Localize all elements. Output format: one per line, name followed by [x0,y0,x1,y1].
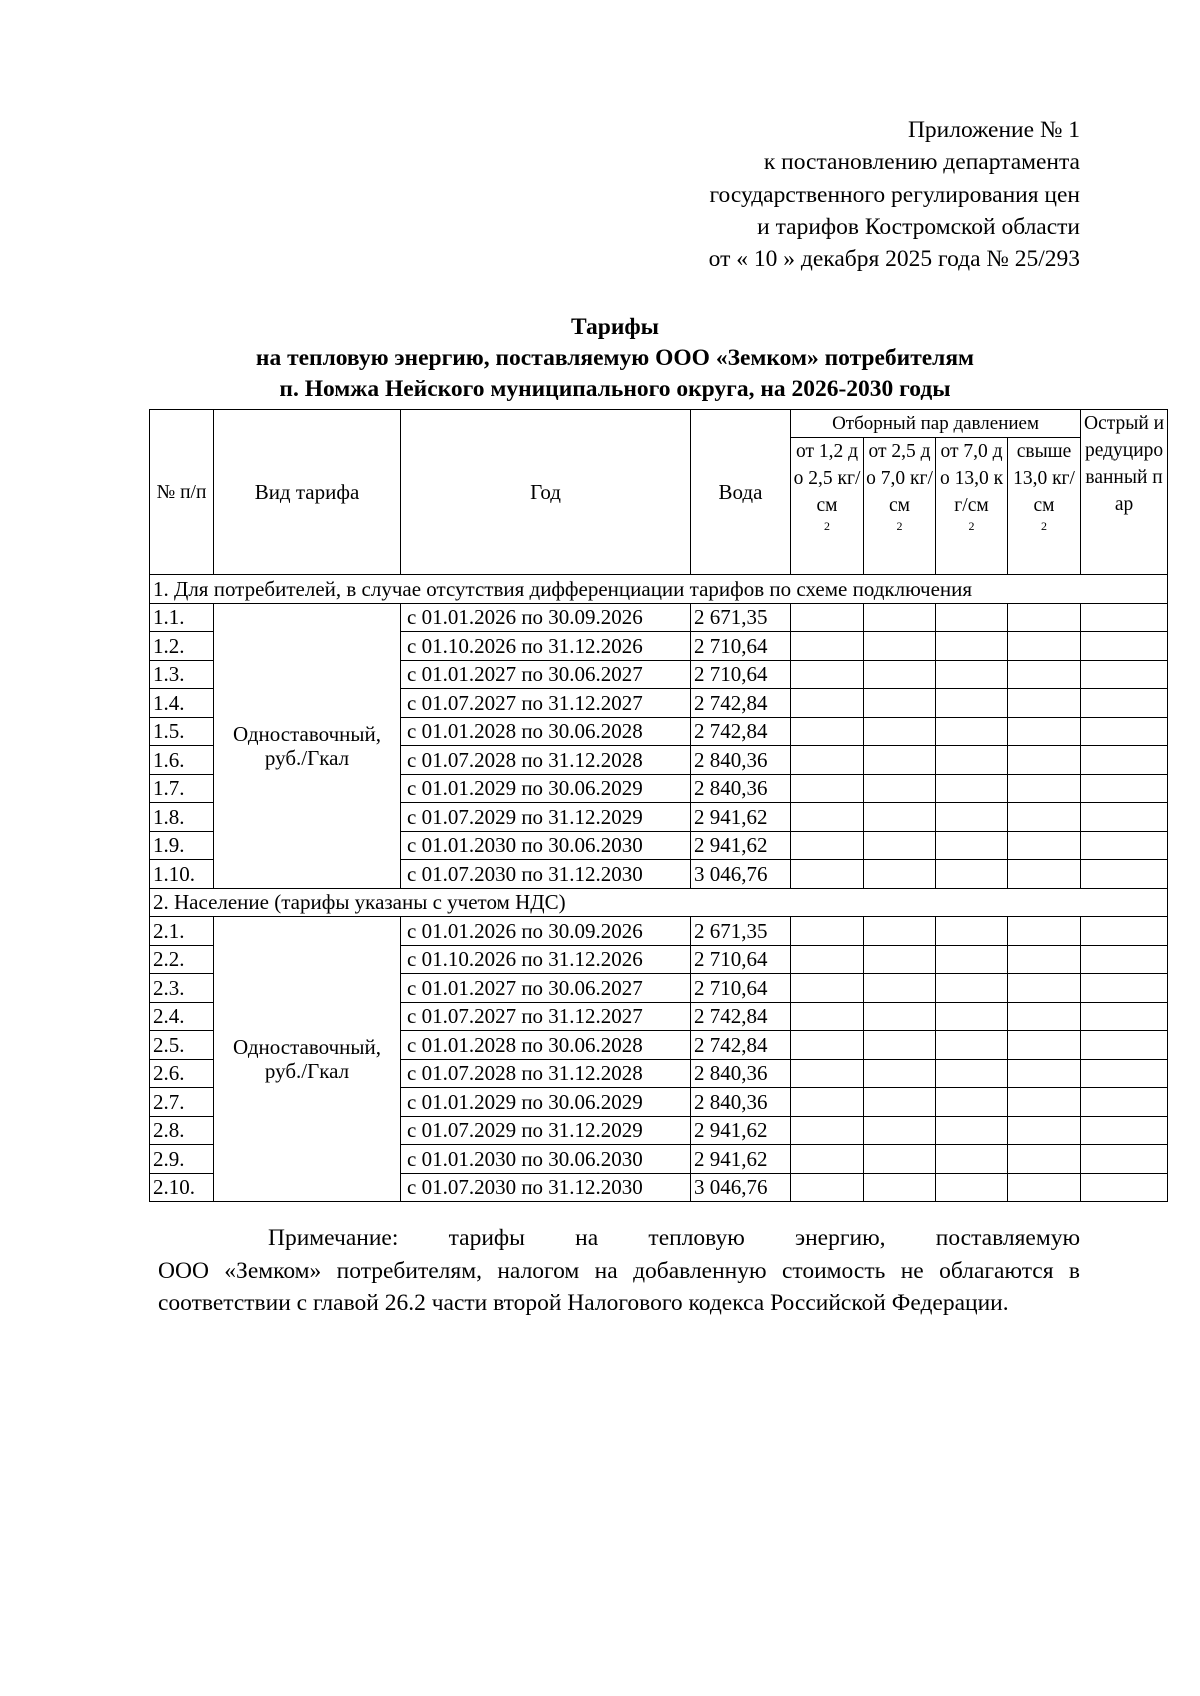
empty-cell [936,1173,1008,1202]
row-water-tariff: 2 671,35 [691,603,791,632]
row-period: с 01.07.2028 по 31.12.2028 [401,746,691,775]
empty-cell [864,689,936,718]
table-row [150,917,1168,946]
row-period: с 01.10.2026 по 31.12.2026 [401,945,691,974]
tariff-table [149,409,1168,1202]
empty-cell [864,917,936,946]
row-period: с 01.10.2026 по 31.12.2026 [401,632,691,661]
header-steam-2-text: от 2,5 до 7,0 кг/см [866,441,933,516]
empty-cell [1008,1088,1081,1117]
appendix-line: Приложение № 1 [907,117,1080,143]
row-period: с 01.01.2028 по 30.06.2028 [401,1031,691,1060]
empty-cell [864,945,936,974]
empty-cell [1008,1059,1081,1088]
empty-cell [1008,660,1081,689]
empty-cell [1081,1088,1168,1117]
empty-cell [791,803,864,832]
empty-cell [1008,917,1081,946]
empty-cell [864,1116,936,1145]
row-number: 2.2. [150,945,214,974]
empty-cell [791,717,864,746]
empty-cell [791,1116,864,1145]
empty-cell [1008,803,1081,832]
header-steam-1 [791,438,864,575]
header-steam-2 [864,438,936,575]
empty-cell [791,660,864,689]
empty-cell [936,1002,1008,1031]
empty-cell [936,831,1008,860]
empty-cell [936,1059,1008,1088]
empty-cell [936,945,1008,974]
empty-cell [864,1145,936,1174]
row-number: 1.10. [150,860,214,889]
empty-cell [1081,1031,1168,1060]
row-period: с 01.07.2030 по 31.12.2030 [401,1173,691,1202]
row-water-tariff: 2 840,36 [691,746,791,775]
row-period: с 01.01.2026 по 30.09.2026 [401,917,691,946]
title-line: Тарифы [570,314,660,340]
empty-cell [1008,746,1081,775]
empty-cell [1081,1116,1168,1145]
note-first-line: Примечание: тарифы на тепловую энергию, поставляемую [268,1225,1080,1251]
row-number: 2.7. [150,1088,214,1117]
empty-cell [1008,945,1081,974]
appendix-line: к постановлению департамента [763,149,1080,176]
row-water-tariff: 2 742,84 [691,717,791,746]
row-water-tariff: 2 941,62 [691,1145,791,1174]
note-block [158,1222,1080,1320]
row-number: 2.5. [150,1031,214,1060]
empty-cell [1008,774,1081,803]
section-title: 1. Для потребителей, в случае отсутствия дифференциации тарифов по схеме подключения [150,575,1168,604]
row-number: 1.5. [150,717,214,746]
empty-cell [1008,1031,1081,1060]
empty-cell [1081,689,1168,718]
empty-cell [864,717,936,746]
empty-cell [936,803,1008,832]
row-period: с 01.01.2027 по 30.06.2027 [401,660,691,689]
row-water-tariff: 2 840,36 [691,1059,791,1088]
row-period: с 01.07.2030 по 31.12.2030 [401,860,691,889]
tariff-kind: Одноставочный, руб./Гкал [214,603,401,888]
row-number: 1.2. [150,632,214,661]
empty-cell [936,1088,1008,1117]
empty-cell [791,746,864,775]
empty-cell [864,1002,936,1031]
header-steam-3 [936,438,1008,575]
document-title [150,312,1080,405]
row-water-tariff: 2 742,84 [691,689,791,718]
row-water-tariff: 2 941,62 [691,1116,791,1145]
empty-cell [1008,1002,1081,1031]
empty-cell [936,717,1008,746]
header-steam-4 [1008,438,1081,575]
empty-cell [864,660,936,689]
row-water-tariff: 3 046,76 [691,1173,791,1202]
row-period: с 01.01.2028 по 30.06.2028 [401,717,691,746]
empty-cell [791,1059,864,1088]
row-period: с 01.01.2030 по 30.06.2030 [401,831,691,860]
empty-cell [791,774,864,803]
empty-cell [864,1088,936,1117]
empty-cell [1008,1173,1081,1202]
empty-cell [1081,1173,1168,1202]
row-number: 2.4. [150,1002,214,1031]
empty-cell [864,860,936,889]
empty-cell [864,803,936,832]
row-water-tariff: 2 710,64 [691,660,791,689]
empty-cell [936,660,1008,689]
row-water-tariff: 3 046,76 [691,860,791,889]
empty-cell [936,860,1008,889]
empty-cell [1008,860,1081,889]
tariff-table-body [150,575,1168,1202]
row-number: 1.4. [150,689,214,718]
row-number: 1.6. [150,746,214,775]
empty-cell [864,831,936,860]
header-steam-4-text: свыше 13,0 кг/см [1013,441,1075,516]
row-water-tariff: 2 840,36 [691,1088,791,1117]
empty-cell [1081,974,1168,1003]
empty-cell [791,831,864,860]
table-row [150,603,1168,632]
row-water-tariff: 2 840,36 [691,774,791,803]
empty-cell [936,603,1008,632]
row-period: с 01.01.2029 по 30.06.2029 [401,774,691,803]
row-number: 2.8. [150,1116,214,1145]
row-water-tariff: 2 742,84 [691,1002,791,1031]
tariff-kind: Одноставочный, руб./Гкал [214,917,401,1202]
empty-cell [1081,831,1168,860]
empty-cell [791,1088,864,1117]
empty-cell [1081,945,1168,974]
empty-cell [1008,1116,1081,1145]
title-line: на тепловую энергию, поставляемую ООО «Земком» потребителям [255,345,975,371]
row-number: 2.3. [150,974,214,1003]
appendix-line: государственного регулирования цен [709,181,1080,208]
section-row [150,575,1168,604]
header-year: Год [401,410,691,575]
row-water-tariff: 2 671,35 [691,917,791,946]
empty-cell [791,860,864,889]
empty-cell [1081,1145,1168,1174]
header-steam-4-sup: 2 [1041,519,1048,533]
empty-cell [936,632,1008,661]
row-number: 1.9. [150,831,214,860]
empty-cell [864,632,936,661]
empty-cell [1008,831,1081,860]
empty-cell [791,1145,864,1174]
row-period: с 01.07.2028 по 31.12.2028 [401,1059,691,1088]
row-water-tariff: 2 941,62 [691,803,791,832]
empty-cell [936,1031,1008,1060]
empty-cell [791,632,864,661]
row-number: 1.8. [150,803,214,832]
empty-cell [791,603,864,632]
empty-cell [791,689,864,718]
empty-cell [1081,860,1168,889]
row-number: 2.10. [150,1173,214,1202]
empty-cell [1081,917,1168,946]
empty-cell [936,774,1008,803]
header-steam-group: Отборный пар давлением [791,410,1081,438]
row-water-tariff: 2 710,64 [691,974,791,1003]
empty-cell [1081,774,1168,803]
row-period: с 01.07.2027 по 31.12.2027 [401,689,691,718]
row-number: 1.3. [150,660,214,689]
row-number: 2.6. [150,1059,214,1088]
empty-cell [936,917,1008,946]
row-water-tariff: 2 710,64 [691,945,791,974]
empty-cell [1008,974,1081,1003]
header-steam-3-text: от 7,0 до 13,0 кг/см [939,441,1004,516]
row-number: 1.1. [150,603,214,632]
empty-cell [1008,689,1081,718]
empty-cell [791,974,864,1003]
appendix-line: от « 10 » декабря 2025 года № 25/293 [708,246,1080,273]
header-sharp-steam: Острый и редуцированный пар [1081,410,1168,575]
empty-cell [791,1031,864,1060]
empty-cell [936,1145,1008,1174]
section-title: 2. Население (тарифы указаны с учетом НДС) [150,888,1168,917]
empty-cell [791,1002,864,1031]
header-steam-1-sup: 2 [824,519,830,533]
empty-cell [1081,746,1168,775]
empty-cell [1008,632,1081,661]
empty-cell [864,974,936,1003]
empty-cell [791,917,864,946]
row-number: 2.1. [150,917,214,946]
row-water-tariff: 2 941,62 [691,831,791,860]
empty-cell [1081,803,1168,832]
empty-cell [936,746,1008,775]
empty-cell [936,974,1008,1003]
empty-cell [1081,717,1168,746]
header-steam-3-sup: 2 [968,519,975,533]
empty-cell [936,1116,1008,1145]
header-kind: Вид тарифа [214,410,401,575]
empty-cell [936,689,1008,718]
appendix-block [520,114,1080,275]
empty-cell [864,1059,936,1088]
header-num: № п/п [150,410,214,575]
note-rest: ООО «Земком» потребителям, налогом на добавленную стоимость не облагаются в соответствии с главой 26.2 части второй Налогового кодекса Российской Федерации. [158,1257,1080,1316]
empty-cell [791,1173,864,1202]
row-period: с 01.01.2030 по 30.06.2030 [401,1145,691,1174]
empty-cell [1008,717,1081,746]
empty-cell [1081,603,1168,632]
row-water-tariff: 2 710,64 [691,632,791,661]
section-row [150,888,1168,917]
empty-cell [1081,1059,1168,1088]
row-period: с 01.01.2029 по 30.06.2029 [401,1088,691,1117]
row-period: с 01.07.2029 по 31.12.2029 [401,1116,691,1145]
appendix-line: и тарифов Костромской области [757,213,1080,240]
row-period: с 01.01.2027 по 30.06.2027 [401,974,691,1003]
row-period: с 01.07.2027 по 31.12.2027 [401,1002,691,1031]
empty-cell [864,746,936,775]
empty-cell [864,1031,936,1060]
header-steam-1-text: от 1,2 до 2,5 кг/см [793,441,861,516]
empty-cell [864,603,936,632]
empty-cell [791,945,864,974]
empty-cell [1008,1145,1081,1174]
empty-cell [1081,660,1168,689]
row-number: 2.9. [150,1145,214,1174]
empty-cell [1008,603,1081,632]
row-period: с 01.07.2029 по 31.12.2029 [401,803,691,832]
header-water: Вода [691,410,791,575]
empty-cell [864,1173,936,1202]
header-steam-2-sup: 2 [896,519,903,533]
empty-cell [1081,1002,1168,1031]
empty-cell [864,774,936,803]
empty-cell [1081,632,1168,661]
row-period: с 01.01.2026 по 30.09.2026 [401,603,691,632]
title-line: п. Номжа Нейского муниципального округа, на 2026-2030 годы [279,376,951,402]
row-water-tariff: 2 742,84 [691,1031,791,1060]
row-number: 1.7. [150,774,214,803]
